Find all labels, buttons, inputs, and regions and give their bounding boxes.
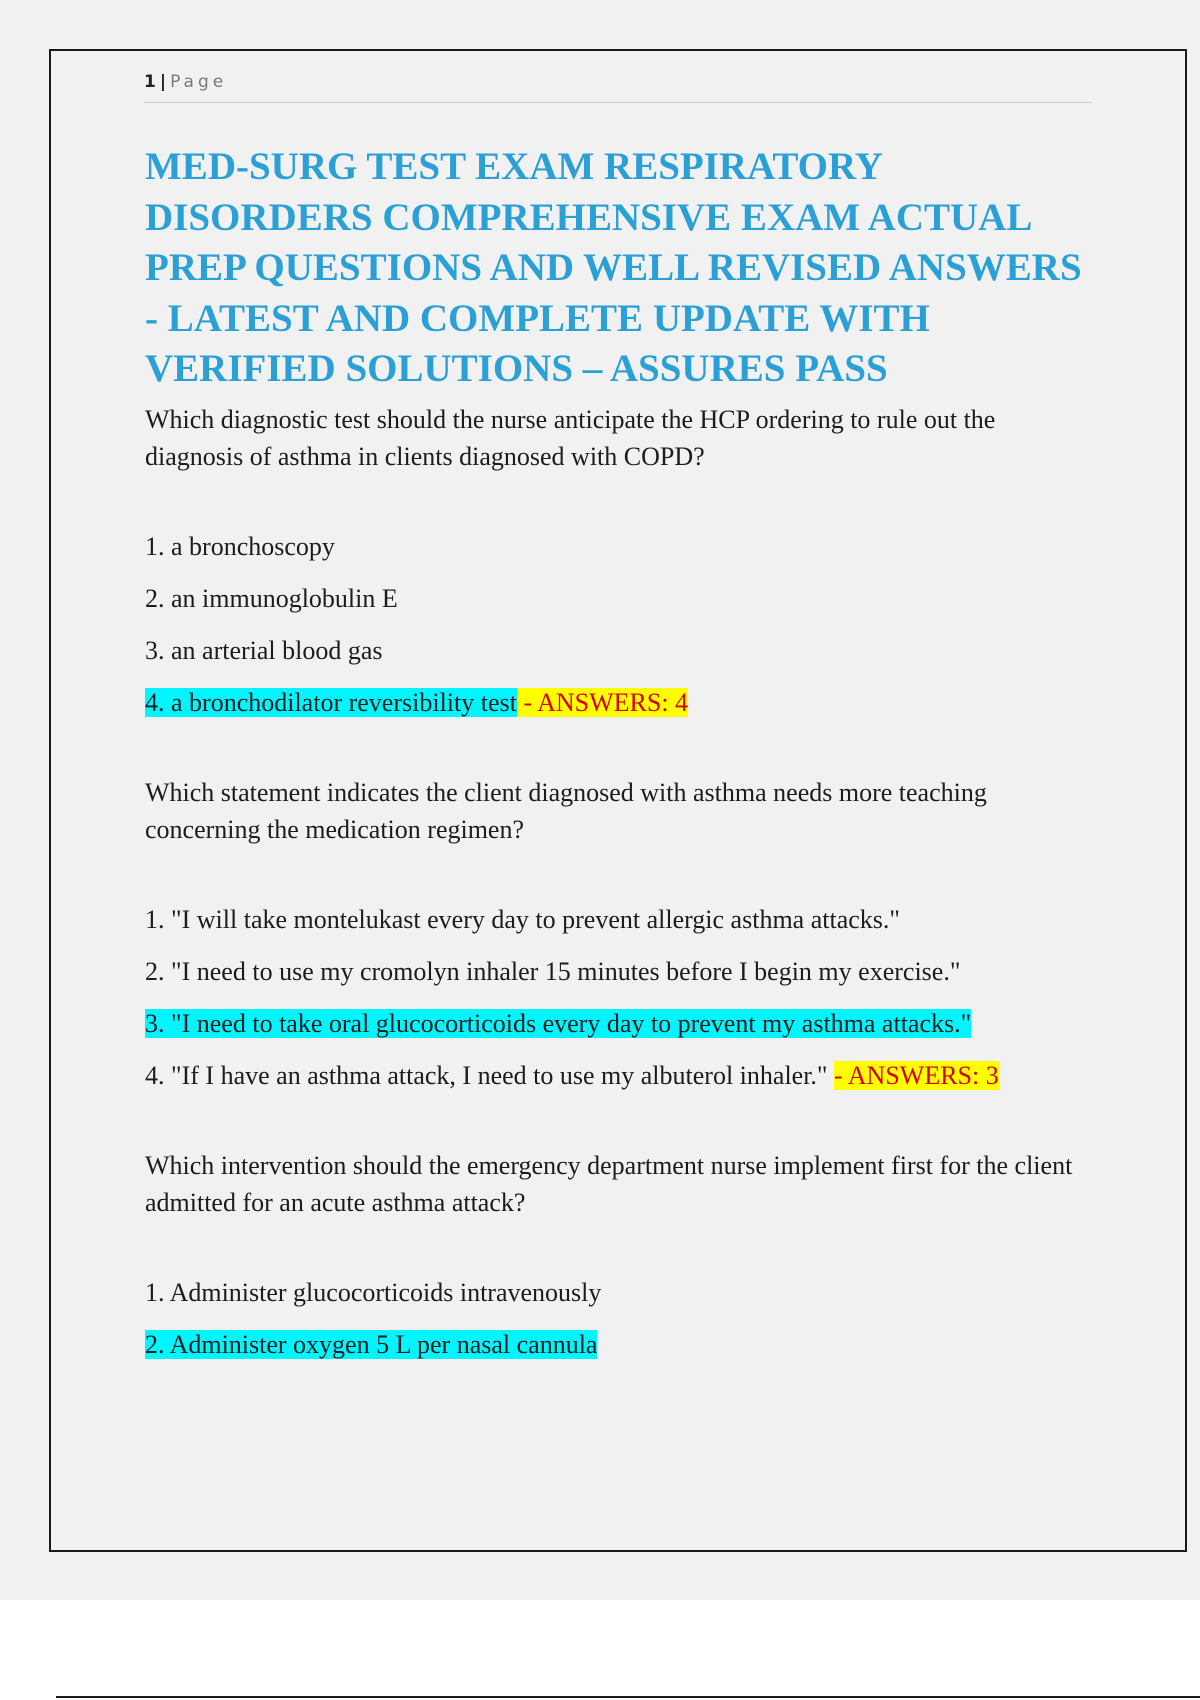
option-item-correct bbox=[145, 1326, 1095, 1363]
page-separator: | bbox=[159, 72, 167, 92]
option-item: 2. "I need to use my cromolyn inhaler 15 minutes before I begin my exercise." bbox=[145, 956, 961, 986]
correct-option-highlight: 2. Administer oxygen 5 L per nasal cannula bbox=[145, 1329, 598, 1359]
option-item: 3. an arterial blood gas bbox=[145, 635, 383, 665]
document-body bbox=[145, 142, 1095, 1378]
question-block-3 bbox=[145, 1147, 1095, 1363]
option-item bbox=[145, 1057, 1095, 1094]
answer-key bbox=[834, 1061, 999, 1090]
correct-option-highlight: 3. "I need to take oral glucocorticoids every day to prevent my asthma attacks." bbox=[145, 1008, 972, 1038]
answer-key bbox=[517, 688, 688, 717]
page-number: 1 bbox=[144, 72, 156, 92]
document-title: MED-SURG TEST EXAM RESPIRATORY DISORDERS COMPREHENSIVE EXAM ACTUAL PREP QUESTIONS AND WELL REVISED ANSWERS - LATEST AND COMPLETE UPDATE WITH VERIFIED SOLUTIONS – ASSURES PASS bbox=[145, 145, 1082, 390]
page-header bbox=[144, 72, 1092, 103]
question-text: Which diagnostic test should the nurse anticipate the HCP ordering to rule out the diagnosis of asthma in clients diagnosed with COPD? bbox=[145, 404, 996, 471]
option-item: 1. a bronchoscopy bbox=[145, 531, 335, 561]
option-item-correct bbox=[145, 684, 1095, 721]
answer-value: 4 bbox=[675, 687, 689, 717]
question-text: Which intervention should the emergency department nurse implement first for the client admitted for an acute asthma attack? bbox=[145, 1150, 1073, 1217]
question-block-2 bbox=[145, 774, 1095, 1094]
question-text: Which statement indicates the client diagnosed with asthma needs more teaching concerning the medication regimen? bbox=[145, 777, 987, 844]
option-item: 2. an immunoglobulin E bbox=[145, 583, 398, 613]
answer-value: 3 bbox=[985, 1060, 999, 1090]
option-item: 1. Administer glucocorticoids intravenously bbox=[145, 1277, 602, 1307]
option-item-correct bbox=[145, 1005, 1095, 1042]
option-text: 4. "If I have an asthma attack, I need to use my albuterol inhaler." bbox=[145, 1060, 828, 1090]
question-block-1 bbox=[145, 401, 1095, 721]
answer-label: - ANSWERS: bbox=[523, 687, 669, 717]
correct-option-highlight: 4. a bronchodilator reversibility test bbox=[145, 687, 517, 717]
option-item: 1. "I will take montelukast every day to prevent allergic asthma attacks." bbox=[145, 904, 901, 934]
answer-label: - ANSWERS: bbox=[834, 1060, 980, 1090]
page-label: Page bbox=[170, 72, 228, 92]
next-page-divider bbox=[56, 1696, 1200, 1698]
